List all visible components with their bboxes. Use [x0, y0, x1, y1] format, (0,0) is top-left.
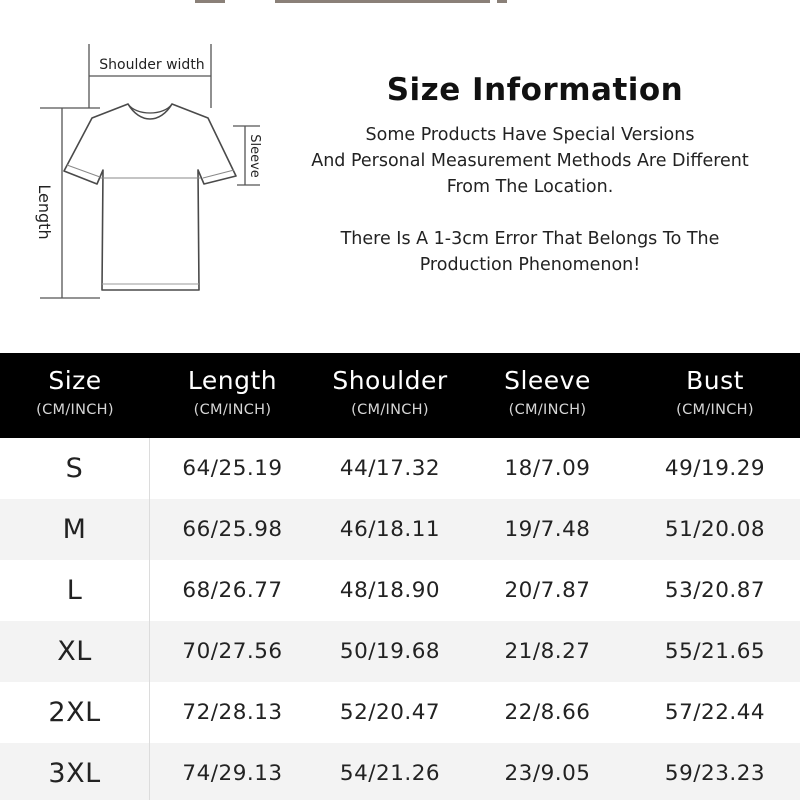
sleeve-cell: 18/7.09 — [504, 456, 591, 481]
sleeve-cell: 19/7.48 — [504, 517, 591, 542]
bust-cell: 53/20.87 — [664, 578, 766, 603]
shoulder-width-label: Shoulder width — [99, 57, 205, 73]
length-cell: 64/25.19 — [182, 456, 283, 481]
header-label: Bust — [686, 366, 744, 395]
header-label: Length — [187, 366, 278, 395]
header-unit: (CM/INCH) — [36, 402, 114, 418]
bust-cell: 59/23.23 — [664, 761, 766, 786]
shoulder-cell: 50/19.68 — [339, 639, 441, 664]
size-cell: M — [0, 499, 150, 560]
notice-line-4: There Is A 1-3cm Error That Belongs To The — [340, 229, 720, 249]
bust-cell: 49/19.29 — [664, 456, 766, 481]
header-label: Shoulder — [332, 366, 448, 395]
table-row — [0, 438, 800, 499]
length-label: Length — [35, 184, 54, 240]
size-information-title: Size Information — [386, 72, 684, 108]
sleeve-cell: 20/7.87 — [504, 578, 591, 603]
notice-line-2: And Personal Measurement Methods Are Different — [311, 151, 749, 171]
size-cell: L — [0, 560, 150, 621]
size-cell: 2XL — [0, 682, 150, 743]
length-cell: 74/29.13 — [182, 761, 283, 786]
length-cell: 72/28.13 — [182, 700, 283, 725]
tshirt-measurement-diagram — [0, 0, 300, 330]
bust-cell: 55/21.65 — [664, 639, 766, 664]
header-label: Sleeve — [504, 366, 591, 395]
header-unit: (CM/INCH) — [508, 402, 587, 418]
sleeve-cell: 21/8.27 — [504, 639, 591, 664]
header-unit: (CM/INCH) — [193, 402, 272, 418]
sleeve-label: Sleeve — [247, 134, 262, 178]
size-cell: XL — [0, 621, 150, 682]
tshirt-outline — [64, 104, 236, 290]
bust-cell: 57/22.44 — [664, 700, 766, 725]
notice-line-1: Some Products Have Special Versions — [365, 125, 695, 145]
size-cell: S — [0, 438, 150, 499]
notice-paragraph-1 — [300, 122, 760, 200]
sleeve-cell: 23/9.05 — [504, 761, 591, 786]
notice-line-3: From The Location. — [446, 177, 614, 197]
tshirt-diagram-svg — [0, 0, 300, 330]
header-label: Size — [48, 366, 102, 395]
length-cell: 68/26.77 — [182, 578, 283, 603]
table-row — [0, 743, 800, 800]
shoulder-cell: 52/20.47 — [339, 700, 441, 725]
header-shoulder — [315, 353, 465, 438]
length-cell: 70/27.56 — [182, 639, 283, 664]
size-cell: 3XL — [0, 743, 150, 800]
sleeve-cell: 22/8.66 — [504, 700, 591, 725]
header-unit: (CM/INCH) — [676, 402, 754, 418]
bust-cell: 51/20.08 — [664, 517, 766, 542]
shoulder-cell: 48/18.90 — [339, 578, 441, 603]
table-row — [0, 499, 800, 560]
table-row — [0, 682, 800, 743]
notice-line-5: Production Phenomenon! — [419, 255, 641, 275]
table-header-row — [0, 353, 800, 438]
header-unit: (CM/INCH) — [351, 402, 429, 418]
header-sleeve — [465, 353, 630, 438]
header-length — [150, 353, 315, 438]
notice-paragraph-2 — [300, 226, 760, 278]
size-chart-table — [0, 353, 800, 800]
header-bust — [630, 353, 800, 438]
header-size — [0, 353, 150, 438]
table-row — [0, 621, 800, 682]
shoulder-cell: 54/21.26 — [339, 761, 441, 786]
size-information-panel — [300, 72, 760, 278]
table-row — [0, 560, 800, 621]
shoulder-cell: 44/17.32 — [339, 456, 441, 481]
shoulder-cell: 46/18.11 — [339, 517, 441, 542]
length-cell: 66/25.98 — [182, 517, 283, 542]
